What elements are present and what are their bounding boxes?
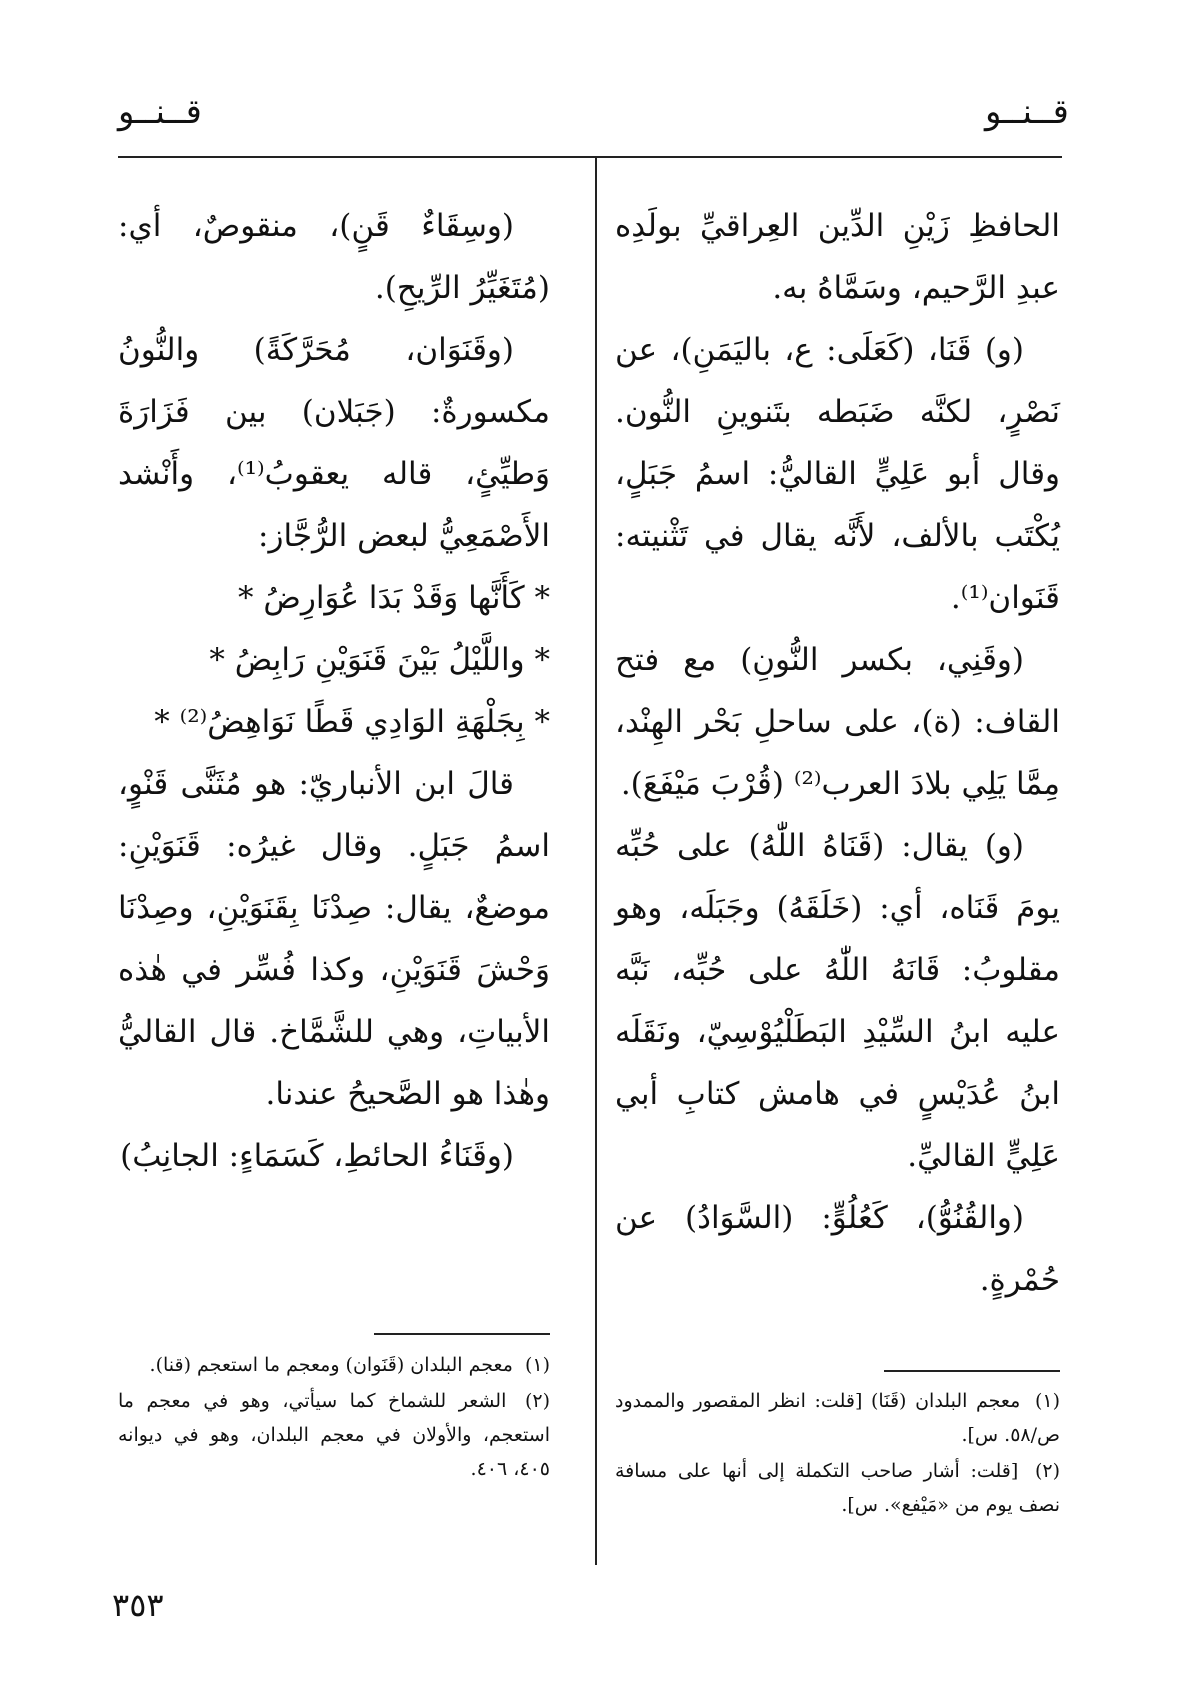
footnote-text: معجم البلدان (قَنَوان) ومعجم ما استعجم (قنا). [149,1354,513,1376]
right-paragraph-5: (والقُنُوُّ)، كَعُلُوٍّ: (السَّوَادُ) عن حُمْرةٍ. [615,1200,1060,1298]
left-paragraph-4: (وقَنَاءُ الحائطِ، كَسَمَاءٍ: الجانِبُ) [120,1138,514,1174]
verse-line-3: * بِجَلْهَةِ الوَادِي قَطًا نَوَاهِضُ⁽²⁾ * [154,704,550,740]
footnote-text: معجم البلدان (قَنَا) [قلت: انظر المقصور والممدود ص/٥٨. س]. [615,1390,1060,1446]
right-paragraph-2: (و) قَنَا، (كَعَلَى: ع، باليَمَنِ)، عن نَصْرٍ، لكنَّه ضَبَطه بتَنوينِ النُّون. وقال أبو عَلِيٍّ القاليُّ: اسمُ جَبَلٍ، يُكْتَب بالألف، لأَنَّه يقال في تَثْنيته: قَنَوان⁽¹⁾. [615,332,1060,616]
footnote-rule-right [884,1370,1060,1372]
verse-line-1: * كَأَنَّها وَقَدْ بَدَا عُوَارِضُ * [238,580,550,616]
footnote [615,1384,1060,1452]
left-paragraph-1: (وسِقَاءٌ قَنٍ)، منقوصٌ، أي: (مُتَغَيِّرُ الرِّيحِ). [118,208,550,306]
left-paragraph-2: (وقَنَوَان، مُحَرَّكَةً) والنُّونُ مكسورةٌ: (جَبَلان) بين فَزَارَةَ وَطيِّئٍ، قاله يعقوبُ⁽¹⁾، وأَنْشد الأَصْمَعِيُّ لبعض الرُّجَّاز: [118,332,550,554]
footnote-text: [قلت: أشار صاحب التكملة إلى أنها على مسافة نصف يوم من «مَيْفع». س]. [615,1460,1060,1516]
footnote-number: (٢) [1034,1460,1060,1482]
left-column [118,195,550,1187]
footnote [615,1454,1060,1522]
header-rule [118,156,1062,158]
column-divider [595,157,597,1565]
right-paragraph-1: الحافظِ زَيْنِ الدِّين العِراقيِّ بولَدِه عبدِ الرَّحيم، وسَمَّاهُ به. [615,208,1060,306]
right-paragraph-4: (و) يقال: (قَنَاهُ اللّٰهُ) على حُبِّه يومَ قَنَاه، أي: (خَلَقَهُ) وجَبَلَه، وهو مقلوبُ: قَانَهُ اللّٰهُ على حُبِّه، نَبَّه عليه ابنُ السِّيْدِ البَطَلْيُوْسِيّ، ونَقَلَه ابنُ عُدَيْسٍ في هامش كتابِ أبي عَلِيٍّ القاليِّ. [615,828,1060,1174]
footnotes-right [615,1384,1060,1524]
footnote-text: الشعر للشماخ كما سيأتي، وهو في معجم ما استعجم، والأولان في معجم البلدان، وهو في ديوانه ٤٠٥، ٤٠٦. [118,1390,550,1480]
footnote [118,1348,550,1382]
footnote [118,1384,550,1486]
footnote-rule-left [374,1333,550,1335]
footnote-number: (١) [524,1354,550,1376]
left-paragraph-3: قالَ ابن الأنباريّ: هو مُثَنَّى قَنْوٍ، اسمُ جَبَلٍ. وقال غيرُه: قَنَوَيْنِ: موضعٌ، يقال: صِدْنَا بِقَنَوَيْنِ، وصِدْنَا وَحْشَ قَنَوَيْنِ، وكذا فُسِّر في هٰذه الأبياتِ، وهي للشَّمَّاخ. قال القاليُّ وهٰذا هو الصَّحيحُ عندنا. [118,766,550,1112]
page-number: ٣٥٣ [112,1586,164,1624]
footnote-number: (٢) [524,1390,550,1412]
footnote-number: (١) [1034,1390,1060,1412]
running-header-left: قــنــو [118,92,202,132]
verse-line-2: * واللَّيْلُ بَيْنَ قَنَوَيْنِ رَابِضُ * [209,642,550,678]
right-column [615,195,1060,1311]
running-header-right: قــنــو [985,92,1069,132]
footnotes-left [118,1348,550,1488]
right-paragraph-3: (وقَنِي، بكسر النُّونِ) مع فتح القاف: (ة)، على ساحلِ بَحْر الهِنْد، مِمَّا يَلِي بلادَ العرب⁽²⁾ (قُرْبَ مَيْفَعَ). [615,642,1060,802]
